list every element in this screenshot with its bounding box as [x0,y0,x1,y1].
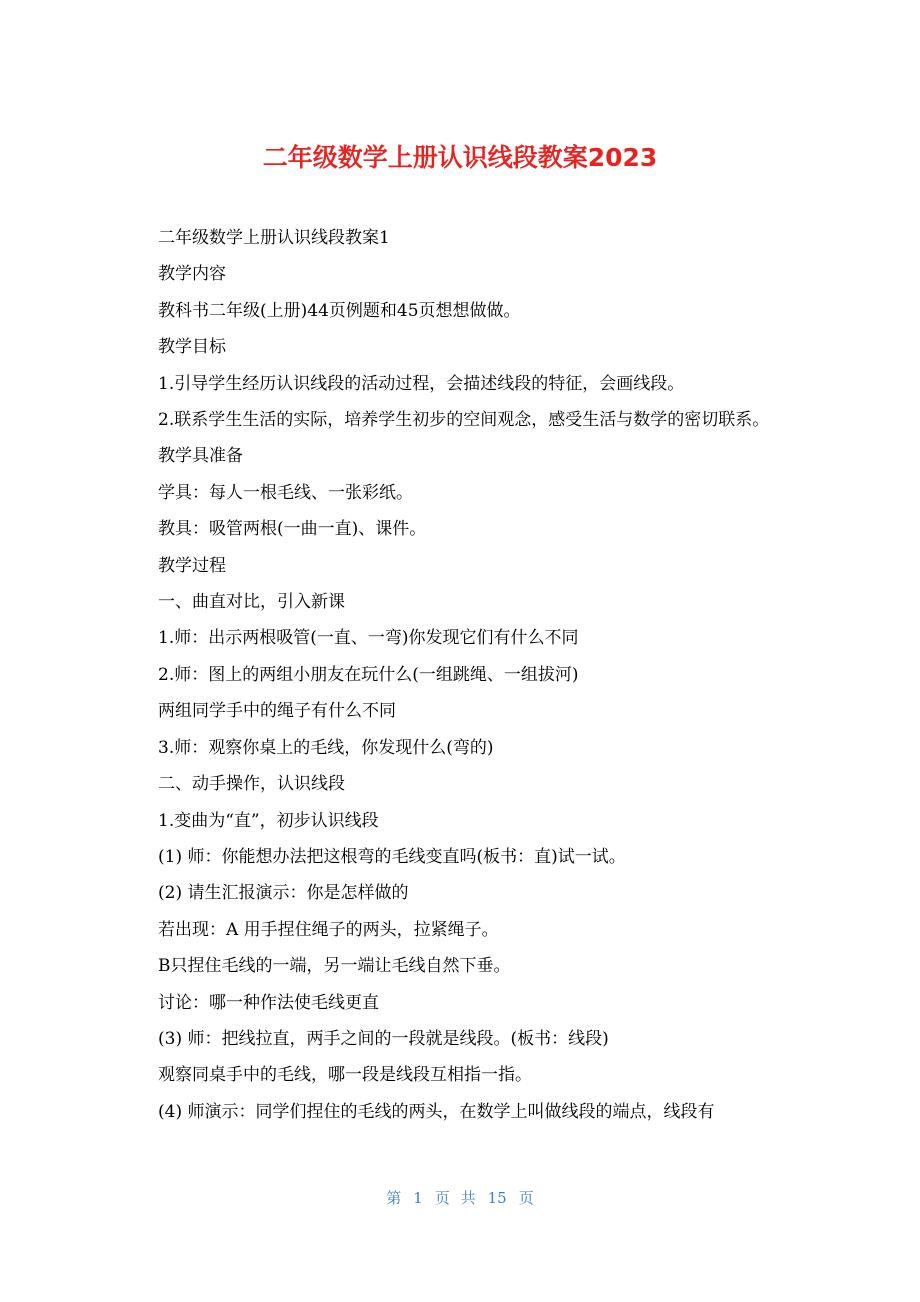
paragraph: (2) 请生汇报演示：你是怎样做的 [158,883,409,904]
paragraph: (4) 师演示：同学们捏住的毛线的两头，在数学上叫做线段的端点，线段有 [158,1101,715,1122]
subheading: 教学内容 [158,264,226,285]
subheading: 教学过程 [158,555,226,576]
subheading: 教学目标 [158,337,226,358]
current-page-number: 1 [413,1189,423,1207]
paragraph: 二、动手操作，认识线段 [158,774,345,795]
subheading: 教学具准备 [158,446,243,467]
paragraph: (1) 师：你能想办法把这根弯的毛线变直吗(板书：直)试一试。 [158,846,626,867]
paragraph: 1.引导学生经历认识线段的活动过程，会描述线段的特征，会画线段。 [158,373,685,394]
paragraph: 2.师：图上的两组小朋友在玩什么(一组跳绳、一组拔河) [158,664,579,685]
total-pages-number: 15 [487,1189,507,1207]
paragraph: 1.师：出示两根吸管(一直、一弯)你发现它们有什么不同 [158,628,579,649]
page-label-suffix: 页 [518,1189,534,1207]
paragraph: 学具：每人一根毛线、一张彩纸。 [158,482,413,503]
paragraph: 一、曲直对比，引入新课 [158,592,345,613]
paragraph: 2.联系学生生活的实际，培养学生初步的空间观念，感受生活与数学的密切联系。 [158,410,770,431]
paragraph: 讨论：哪一种作法使毛线更直 [158,992,379,1013]
paragraph: 若出现：A 用手捏住绳子的两头，拉紧绳子。 [158,919,499,940]
paragraph: (3) 师：把线拉直，两手之间的一段就是线段。(板书：线段) [158,1028,609,1049]
page-label-prefix: 第 [386,1189,402,1207]
paragraph: 教科书二年级(上册)44页例题和45页想想做做。 [158,300,521,321]
page-label-mid: 页 共 [434,1189,476,1207]
paragraph: 3.师：观察你桌上的毛线，你发现什么(弯的) [158,737,494,758]
paragraph: B只捏住毛线的一端，另一端让毛线自然下垂。 [158,956,511,977]
page-footer [0,1184,920,1212]
paragraph: 两组同学手中的绳子有什么不同 [158,701,396,722]
paragraph: 1.变曲为“直”，初步认识线段 [158,810,379,831]
paragraph: 教具：吸管两根(一曲一直)、课件。 [158,519,427,540]
paragraph: 观察同桌手中的毛线，哪一段是线段互相指一指。 [158,1065,532,1086]
document-body [140,220,780,1130]
document-title: 二年级数学上册认识线段教案2023 [262,143,658,172]
section-heading: 二年级数学上册认识线段教案1 [158,228,390,248]
